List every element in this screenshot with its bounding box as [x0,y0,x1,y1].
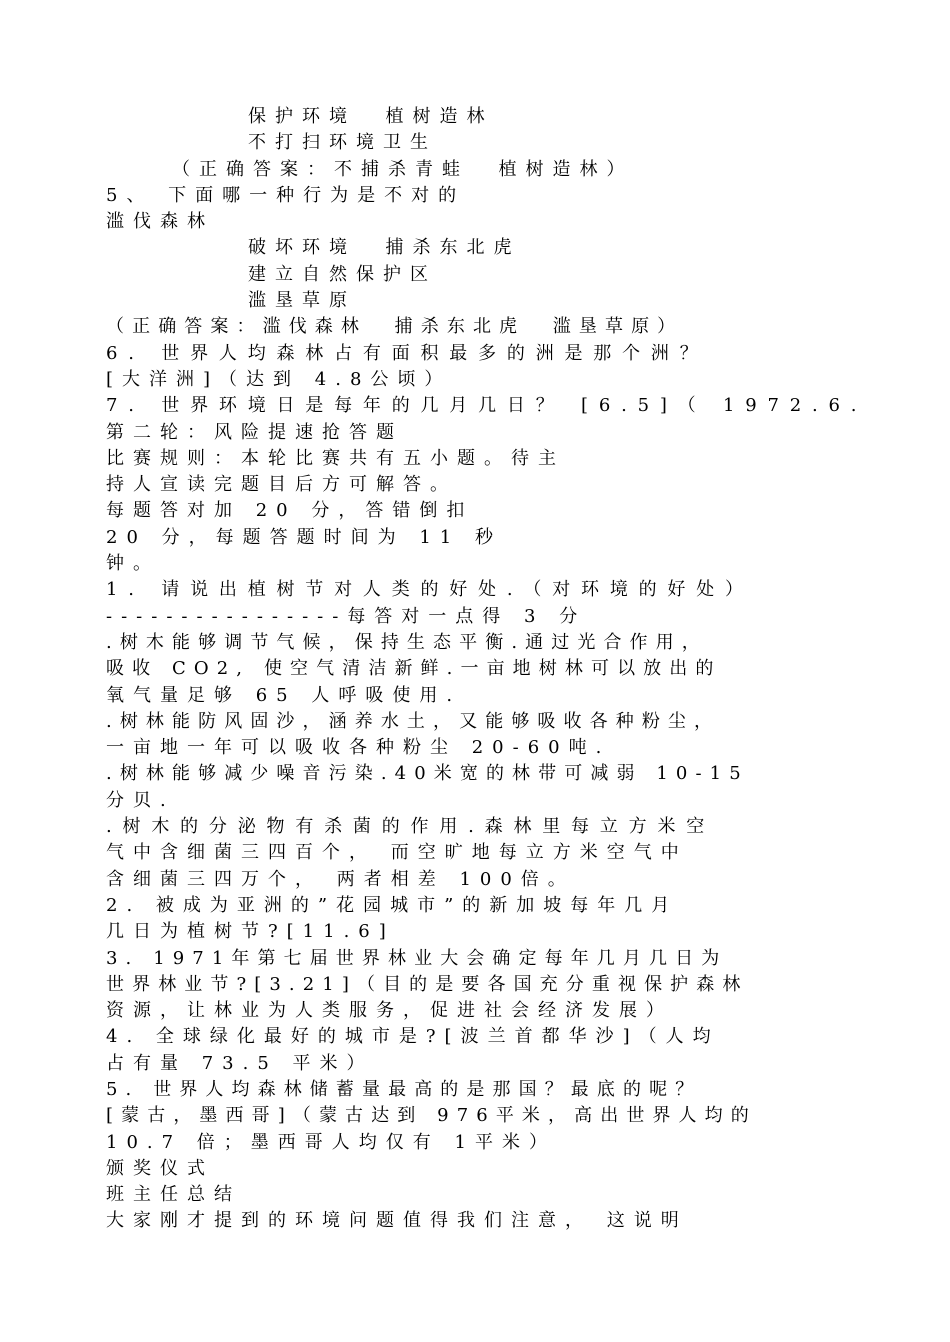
text-line: 破坏环境 捕杀东北虎 [248,237,521,259]
text-line: 6. 世界人均森林占有面积最多的洲是那个洲？ [106,342,709,364]
text-line: 建立自然保护区 [248,263,437,285]
text-line: 滥垦草原 [248,290,356,312]
text-line: 钟。 [106,553,160,575]
text-line: 含细菌三四万个， 两者相差 100倍。 [106,868,575,890]
text-line: 不打扫环境卫生 [248,132,437,154]
text-line: [蒙古，墨西哥]（蒙古达到 976平米，高出世界人均的 [106,1105,757,1127]
text-line: 班主任总结 [106,1184,241,1206]
text-line: 资源，让林业为人类服务，促进社会经济发展） [106,1000,673,1022]
text-line: 10.7 倍；墨西哥人均仅有 1平米） [106,1131,556,1153]
text-line: [大洋洲]（达到 4.8公顷） [106,368,452,390]
document-body [0,104,950,1235]
text-line: 每题答对加 20 分，答错倒扣 [106,500,474,522]
text-line: .树林能够减少噪音污染.40米宽的林带可减弱 10-15 [106,763,749,785]
text-line: 几日为植树节?[11.6] [106,921,395,943]
text-line: 1. 请说出植树节对人类的好处.（对环境的好处） [106,579,754,601]
text-line: ----------------每答对一点得 3 分 [106,605,587,627]
text-line: 持人宣读完题目后方可解答。 [106,474,457,496]
text-line: 世界林业节?[3.21]（目的是要各国充分重视保护森林 [106,973,749,995]
text-line: .树木的分泌物有杀菌的作用.森林里每立方米空 [106,816,716,838]
text-line: 20 分，每题答题时间为 11 秒 [106,526,502,548]
text-line: .树木能够调节气候，保持生态平衡.通过光合作用， [106,631,708,653]
text-line: 滥伐森林 [106,211,214,233]
text-line: 一亩地一年可以吸收各种粉尘 20-60吨. [106,737,611,759]
text-line: （正确答案：滥伐森林 捕杀东北虎 滥垦草原） [106,316,684,338]
text-line: 7. 世界环境日是每年的几月几日？ [6.5]（ 1972.6. [106,395,868,417]
text-line: 比赛规则：本轮比赛共有五小题。待主 [106,447,565,469]
text-line: （正确答案：不捕杀青蛙 植树造林） [172,158,634,180]
text-line: .树林能防风固沙，涵养水土，又能够吸收各种粉尘， [106,710,721,732]
text-line: 气中含细菌三四百个， 而空旷地每立方米空气中 [106,842,688,864]
text-line: 吸收 CO2, 使空气清洁新鲜.一亩地树林可以放出的 [106,658,722,680]
text-line: 3. 1971年第七届世界林业大会确定每年几月几日为 [106,947,728,969]
text-line: 5. 世界人均森林储蓄量最高的是那国？最底的呢？ [106,1078,702,1100]
text-line: 第二轮：风险提速抢答题 [106,421,403,443]
text-line: 占有量 73.5 平米） [106,1052,374,1074]
text-line: 氧气量足够 65 人呼吸使用. [106,684,462,706]
text-line: 分贝. [106,789,175,811]
text-line: 2. 被成为亚洲的”花园城市”的新加坡每年几月 [106,894,679,916]
text-line: 5、 下面哪一种行为是不对的 [106,184,466,206]
text-line: 保护环境 植树造林 [248,106,494,127]
text-line: 颁奖仪式 [106,1157,214,1179]
text-line: 4. 全球绿化最好的城市是?[波兰首都华沙]（人均 [106,1026,720,1048]
text-line: 大家刚才提到的环境问题值得我们注意， 这说明 [106,1210,688,1232]
